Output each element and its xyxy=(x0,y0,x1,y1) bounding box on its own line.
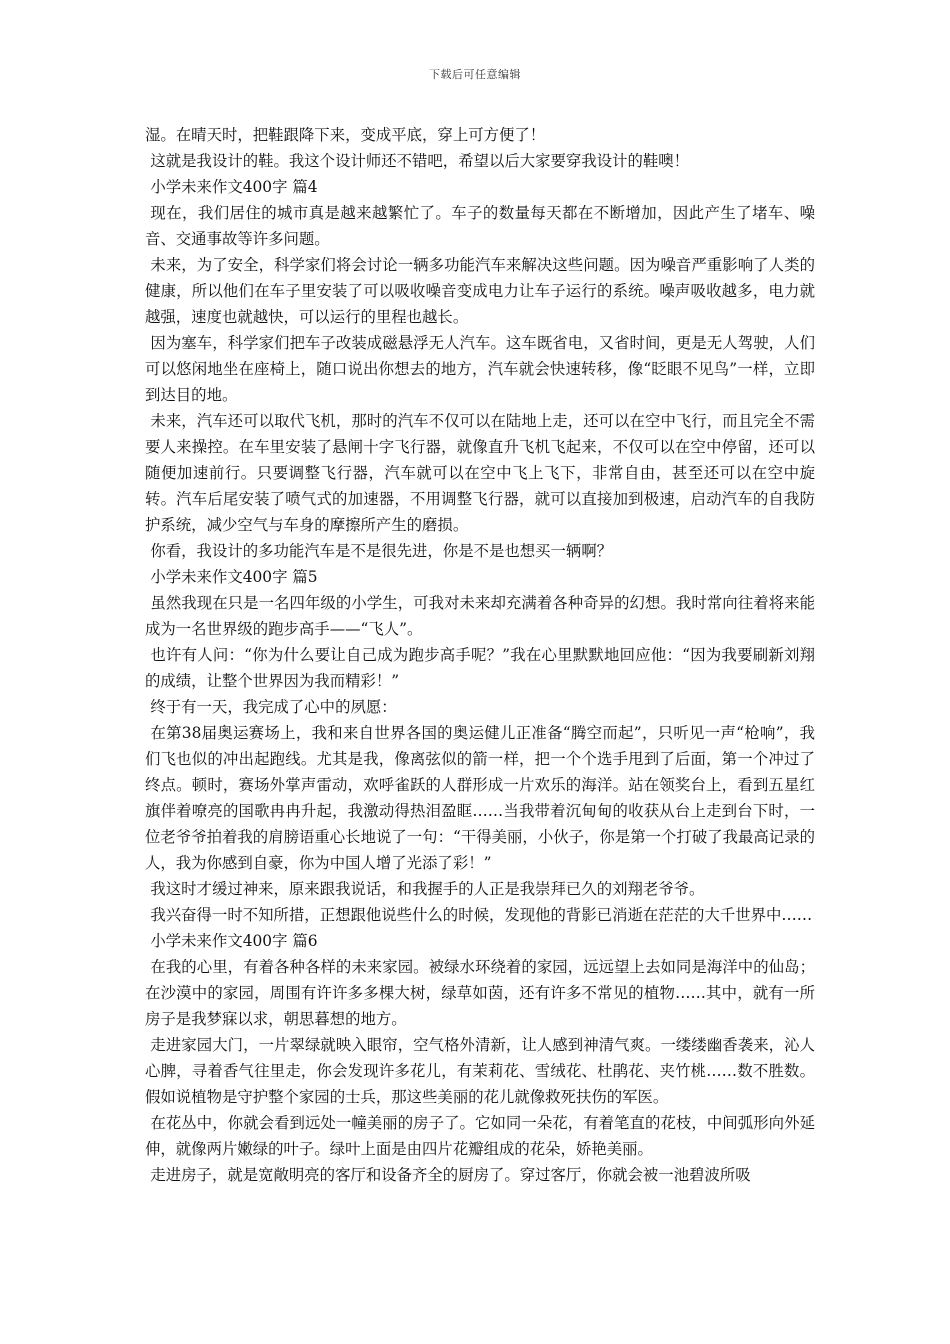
paragraph: 虽然我现在只是一名四年级的小学生，可我对未来却充满着各种奇异的幻想。我时常向往着将来能成为一名世界级的跑步高手——“飞人”。 xyxy=(145,594,815,638)
section-title: 小学未来作文400字 篇5 xyxy=(150,568,318,586)
paragraph: 我这时才缓过神来，原来跟我说话，和我握手的人正是我崇拜已久的刘翔老爷爷。 xyxy=(150,880,705,898)
paragraph: 湿。在晴天时，把鞋跟降下来，变成平底，穿上可方便了！ xyxy=(145,126,546,144)
paragraph: 走进家园大门，一片翠绿就映入眼帘，空气格外清新，让人感到神清气爽。一缕缕幽香袭来，沁人心脾，寻着香气往里走，你会发现许多花儿，有茉莉花、雪绒花、杜鹃花、夹竹桃……数不胜数。假如说植物是守护整个家园的士兵，那这些美丽的花儿就像救死扶伤的军医。 xyxy=(145,1036,815,1106)
paragraph: 现在，我们居住的城市真是越来越繁忙了。车子的数量每天都在不断增加，因此产生了堵车、噪音、交通事故等许多问题。 xyxy=(145,204,815,248)
paragraph: 你看，我设计的多功能汽车是不是很先进，你是不是也想买一辆啊？ xyxy=(150,542,613,560)
document-body xyxy=(145,122,815,1188)
paragraph: 未来，汽车还可以取代飞机，那时的汽车不仅可以在陆地上走，还可以在空中飞行，而且完全不需要人来操控。在车里安装了悬闸十字飞行器，就像直升飞机飞起来，不仅可以在空中停留，还可以随便加速前行。只要调整飞行器，汽车就可以在空中飞上飞下，非常自由，甚至还可以在空中旋转。汽车后尾安装了喷气式的加速器，不用调整飞行器，就可以直接加到极速，启动汽车的自我防护系统，减少空气与车身的摩擦所产生的磨损。 xyxy=(145,412,815,534)
paragraph: 也许有人问：“你为什么要让自己成为跑步高手呢？”我在心里默默地回应他：“因为我要刷新刘翔的成绩，让整个世界因为我而精彩！” xyxy=(145,646,815,690)
paragraph: 因为塞车，科学家们把车子改装成磁悬浮无人汽车。这车既省电，又省时间，更是无人驾驶，人们可以悠闲地坐在座椅上，随口说出你想去的地方，汽车就会快速转移，像“眨眼不见鸟”一样，立即到达目的地。 xyxy=(145,334,815,404)
section-title: 小学未来作文400字 篇4 xyxy=(150,178,318,196)
paragraph: 未来，为了安全，科学家们将会讨论一辆多功能汽车来解决这些问题。因为噪音严重影响了人类的健康，所以他们在车子里安装了可以吸收噪音变成电力让车子运行的系统。噪声吸收越多，电力就越强，速度也就越快，可以运行的里程也越长。 xyxy=(145,256,815,326)
paragraph: 在第38届奥运赛场上，我和来自世界各国的奥运健儿正准备“腾空而起”，只听见一声“枪响”，我们飞也似的冲出起跑线。尤其是我，像离弦似的箭一样，把一个个选手甩到了后面，第一个冲过了终点。顿时，赛场外掌声雷动，欢呼雀跃的人群形成一片欢乐的海洋。站在领奖台上，看到五星红旗伴着嘹亮的国歌冉冉升起，我激动得热泪盈眶……当我带着沉甸甸的收获从台上走到台下时，一位老爷爷拍着我的肩膀语重心长地说了一句：“干得美丽，小伙子，你是第一个打破了我最高记录的人，我为你感到自豪，你为中国人增了光添了彩！” xyxy=(145,724,815,872)
page-header: 下载后可任意编辑 xyxy=(429,68,521,81)
paragraph: 终于有一天，我完成了心中的夙愿： xyxy=(150,698,397,716)
paragraph: 我兴奋得一时不知所措，正想跟他说些什么的时候，发现他的背影已消逝在茫茫的大千世界中…… xyxy=(150,906,813,924)
paragraph: 在花丛中，你就会看到远处一幢美丽的房子了。它如同一朵花，有着笔直的花枝，中间弧形向外延伸，就像两片嫩绿的叶子。绿叶上面是由四片花瓣组成的花朵，娇艳美丽。 xyxy=(145,1114,815,1158)
section-title: 小学未来作文400字 篇6 xyxy=(150,932,318,950)
paragraph: 走进房子，就是宽敞明亮的客厅和设备齐全的厨房了。穿过客厅，你就会被一池碧波所吸 xyxy=(150,1166,751,1184)
paragraph: 这就是我设计的鞋。我这个设计师还不错吧，希望以后大家要穿我设计的鞋噢！ xyxy=(150,152,690,170)
paragraph: 在我的心里，有着各种各样的未来家园。被绿水环绕着的家园，远远望上去如同是海洋中的仙岛；在沙漠中的家园，周围有许许多多棵大树，绿草如茵，还有许多不常见的植物……其中，就有一所房子是我梦寐以求，朝思暮想的地方。 xyxy=(145,958,815,1028)
